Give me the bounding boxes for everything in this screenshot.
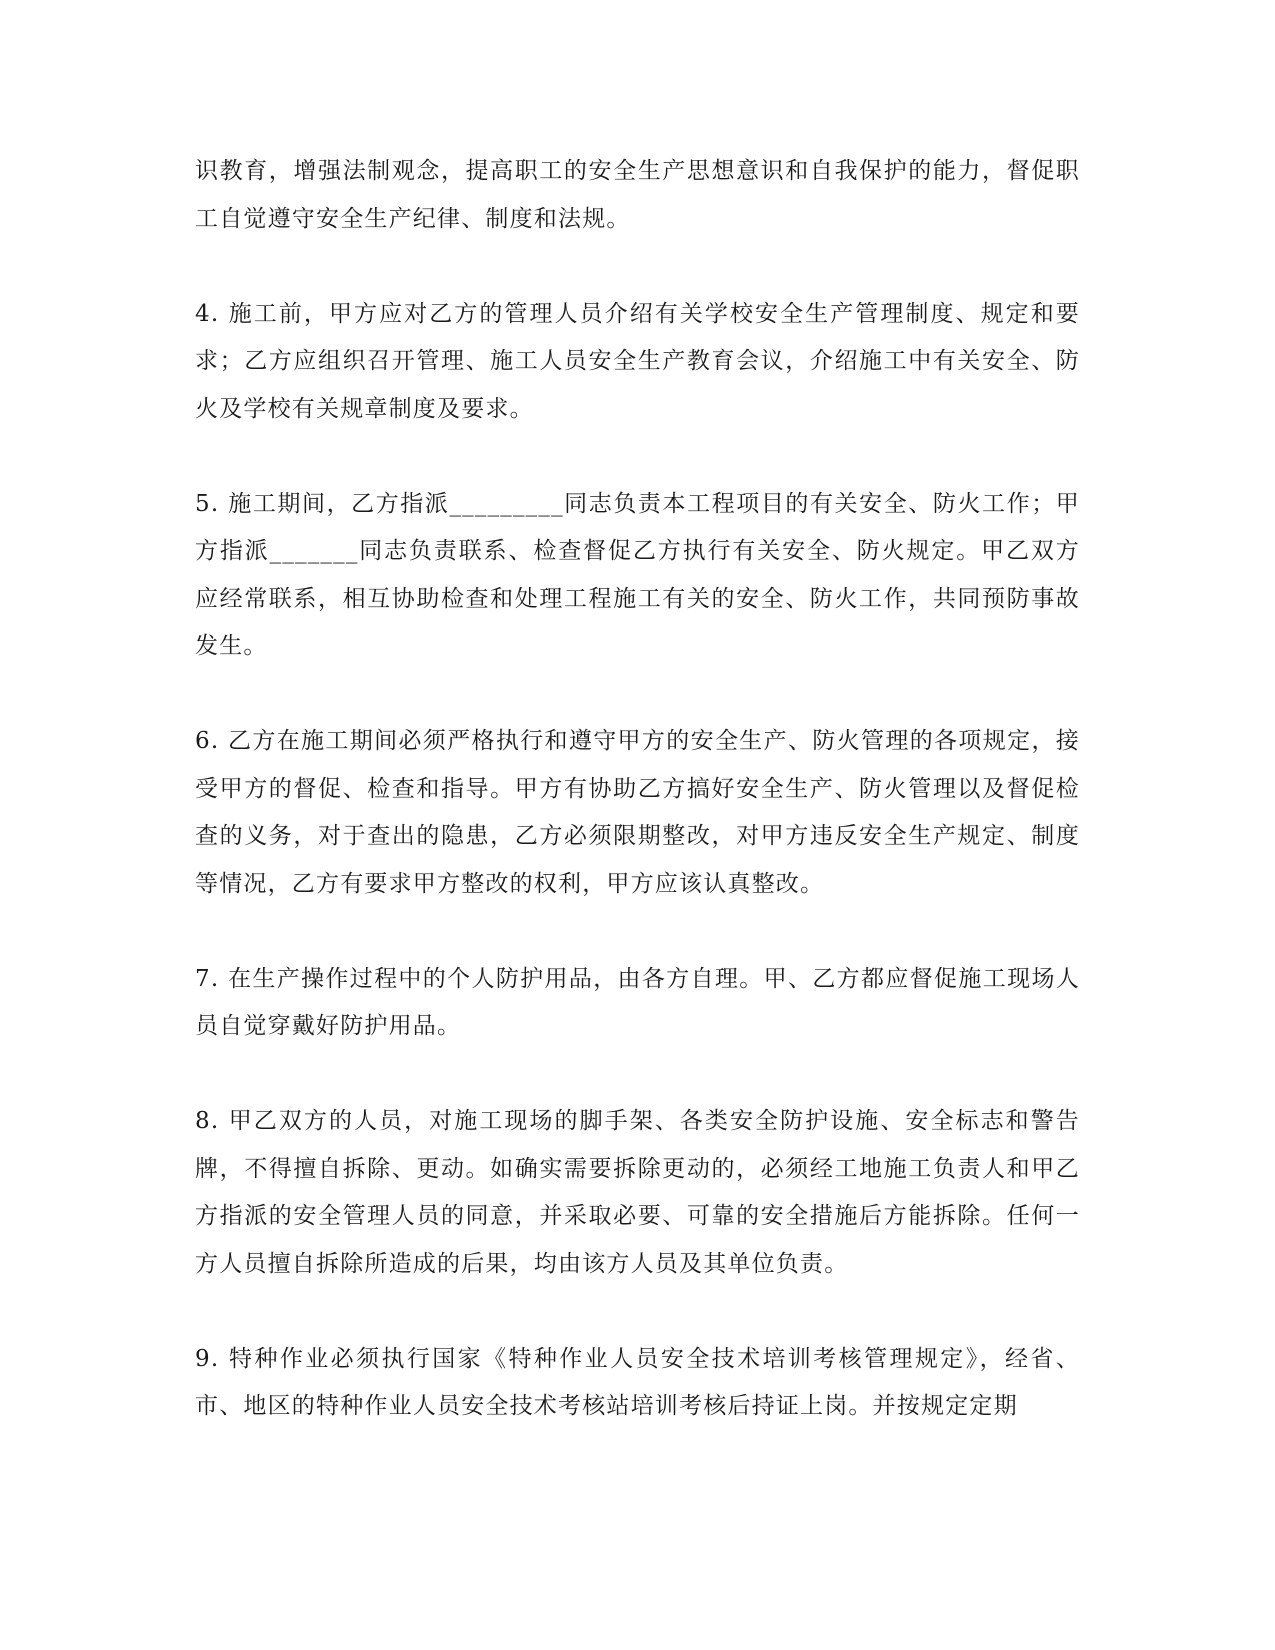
paragraph-item-6: 6. 乙方在施工期间必须严格执行和遵守甲方的安全生产、防火管理的各项规定，接受甲方的督促、检查和指导。甲方有协助乙方搞好安全生产、防火管理以及督促检查的义务，对于查出的隐患，乙方必须限期整改，对甲方违反安全生产规定、制度等情况，乙方有要求甲方整改的权利，甲方应该认真整改。 — [195, 728, 1080, 897]
paragraph-item-9: 9. 特种作业必须执行国家《特种作业人员安全技术培训考核管理规定》，经省、市、地区的特种作业人员安全技术考核站培训考核后持证上岗。并按规定定期 — [195, 1345, 1080, 1419]
paragraph-item-4: 4. 施工前，甲方应对乙方的管理人员介绍有关学校安全生产管理制度、规定和要求；乙方应组织召开管理、施工人员安全生产教育会议，介绍施工中有关安全、防火及学校有关规章制度及要求。 — [195, 300, 1080, 422]
document-body — [195, 148, 1080, 1431]
paragraph-item-7: 7. 在生产操作过程中的个人防护用品，由各方自理。甲、乙方都应督促施工现场人员自觉穿戴好防护用品。 — [195, 965, 1080, 1039]
paragraph-item-8: 8. 甲乙双方的人员，对施工现场的脚手架、各类安全防护设施、安全标志和警告牌，不得擅自拆除、更动。如确实需要拆除更动的，必须经工地施工负责人和甲乙方指派的安全管理人员的同意，并采取必要、可靠的安全措施后方能拆除。任何一方人员擅自拆除所造成的后果，均由该方人员及其单位负责。 — [195, 1108, 1080, 1277]
paragraph-continuation: 识教育，增强法制观念，提高职工的安全生产思想意识和自我保护的能力，督促职工自觉遵守安全生产纪律、制度和法规。 — [195, 158, 1080, 232]
paragraph-item-5: 5. 施工期间，乙方指派_________同志负责本工程项目的有关安全、防火工作；甲方指派_______同志负责联系、检查督促乙方执行有关安全、防火规定。甲乙双方应经常联系，相互协助检查和处理工程施工有关的安全、防火工作，共同预防事故发生。 — [195, 490, 1080, 659]
